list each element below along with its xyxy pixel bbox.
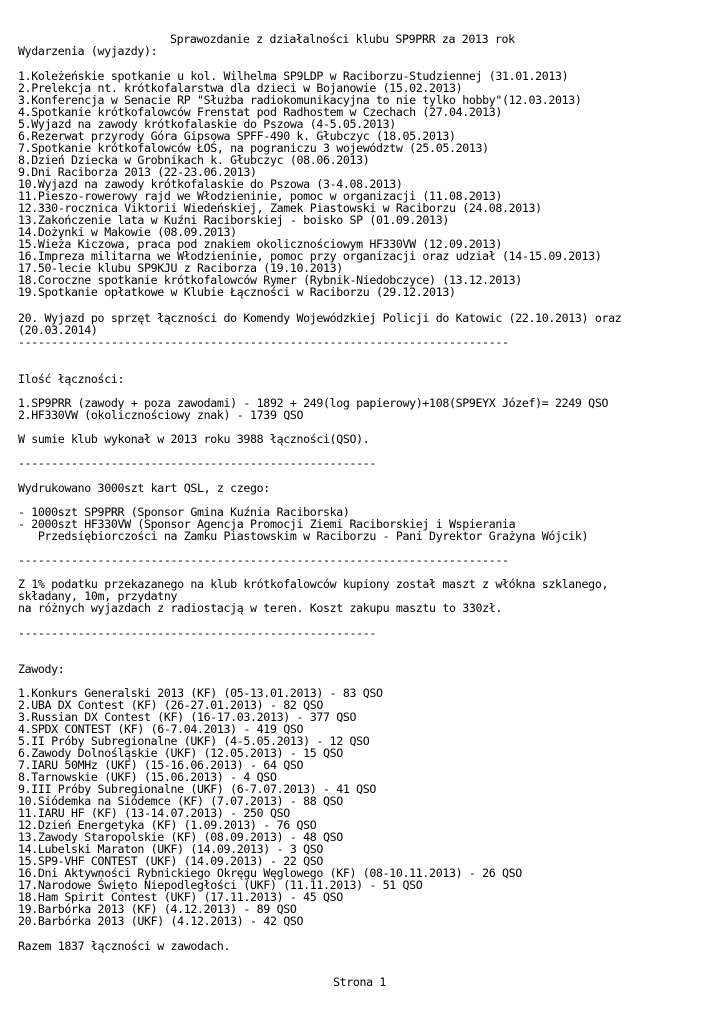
qso-heading: Ilość łączności: bbox=[18, 372, 125, 386]
page-footer: Strona 1 bbox=[333, 975, 387, 989]
list-item: 8.Dzień Dziecka w Grobnikach k. Głubczyc (08.06.2013) bbox=[18, 153, 370, 167]
qsl-line: Przedsiębiorczości na Zamku Piastowskim w Raciborzu - Pani Dyrektor Grażyna Wójcik) bbox=[18, 529, 589, 543]
qsl-heading: Wydrukowano 3000szt kart QSL, z czego: bbox=[18, 481, 270, 495]
list-item: 1.Konkurs Generalski 2013 (KF) (05-13.01.2013) - 83 QSO bbox=[18, 686, 383, 700]
list-item: 15.SP9-VHF CONTEST (UKF) (14.09.2013) - 22 QSO bbox=[18, 854, 323, 868]
list-item: 18.Ham Spirit Contest (UKF) (17.11.2013) - 45 QSO bbox=[18, 890, 343, 904]
list-item: 12.Dzień Energetyka (KF) (1.09.2013) - 76 QSO bbox=[18, 818, 317, 832]
list-item: 6.Zawody Dolnośląskie (UKF) (12.05.2013) - 15 QSO bbox=[18, 746, 343, 760]
list-item: 14.Lubelski Maraton (UKF) (14.09.2013) - 3 QSO bbox=[18, 842, 323, 856]
mast-line: na różnych wyjazdach z radiostacją w teren. Koszt zakupu masztu to 330zł. bbox=[18, 601, 502, 615]
list-item: 6.Rezerwat przyrody Góra Gipsowa SPFF-490 k. Głubczyc (18.05.2013) bbox=[18, 129, 456, 143]
contests-heading: Zawody: bbox=[18, 662, 65, 676]
qsl-line: - 1000szt SP9PRR (Sponsor Gmina Kuźnia Raciborska) bbox=[18, 505, 350, 519]
list-item: 3.Russian DX Contest (KF) (16-17.03.2013) - 377 QSO bbox=[18, 710, 357, 724]
list-item: 9.Dni Raciborza 2013 (22-23.06.2013) bbox=[18, 165, 257, 179]
separator: ------------------------------------------------------ bbox=[18, 456, 377, 470]
events-heading: Wydarzenia (wyjazdy): bbox=[18, 44, 158, 58]
qso-line: 1.SP9PRR (zawody + poza zawodami) - 1892 + 249(log papierowy)+108(SP9EYX Józef)= 2249 QSO bbox=[18, 396, 609, 410]
list-item: 4.SPDX CONTEST (KF) (6-7.04.2013) - 419 QSO bbox=[18, 722, 304, 736]
list-item: 2.Prelekcja nt. krótkofalarstwa dla dzieci w Bojanowie (15.02.2013) bbox=[18, 81, 463, 95]
list-item: 4.Spotkanie krótkofalowców Frenstat pod Radhostem w Czechach (27.04.2013) bbox=[18, 105, 502, 119]
event-20-line-1: 20. Wyjazd po sprzęt łączności do Komendy Wojewódzkiej Policji do Katowic (22.10.2013) oraz bbox=[18, 311, 622, 325]
list-item: 2.UBA DX Contest (KF) (26-27.01.2013) - 82 QSO bbox=[18, 698, 323, 712]
separator: -------------------------------------------------------------------------- bbox=[18, 553, 509, 567]
list-item: 15.Wieża Kiczowa, praca pod znakiem okolicznościowym HF330VW (12.09.2013) bbox=[18, 237, 502, 251]
list-item: 11.IARU HF (KF) (13-14.07.2013) - 250 QSO bbox=[18, 806, 290, 820]
separator: ------------------------------------------------------ bbox=[18, 626, 377, 640]
separator: -------------------------------------------------------------------------- bbox=[18, 335, 509, 349]
list-item: 11.Pieszo-rowerowy rajd we Włodzieninie, pomoc w organizacji (11.08.2013) bbox=[18, 189, 502, 203]
list-item: 5.II Próby Subregionalne (UKF) (4-5.05.2013) - 12 QSO bbox=[18, 734, 370, 748]
list-item: 18.Coroczne spotkanie krótkofalowców Rymer (Rybnik-Niedobczyce) (13.12.2013) bbox=[18, 273, 522, 287]
list-item: 13.Zakończenie lata w Kuźni Raciborskiej - boisko SP (01.09.2013) bbox=[18, 213, 449, 227]
list-item: 10.Siódemka na Siódemce (KF) (7.07.2013) - 88 QSO bbox=[18, 794, 343, 808]
qsl-line: - 2000szt HF330VW (Sponsor Agencja Promocji Ziemi Raciborskiej i Wspierania bbox=[18, 517, 516, 531]
mast-line: składany, 10m, przydatny bbox=[18, 589, 178, 603]
list-item: 7.Spotkanie krótkofalowców ŁOŚ, na pograniczu 3 województw (25.05.2013) bbox=[18, 141, 489, 155]
list-item: 1.Koleżeńskie spotkanie u kol. Wilhelma SP9LDP w Raciborzu-Studziennej (31.01.2013) bbox=[18, 69, 569, 83]
event-20-line-2: (20.03.2014) bbox=[18, 323, 98, 337]
list-item: 19.Spotkanie opłatkowe w Klubie Łączności w Raciborzu (29.12.2013) bbox=[18, 285, 456, 299]
list-item: 17.Narodowe Święto Niepodległości (UKF) (11.11.2013) - 51 QSO bbox=[18, 878, 423, 892]
contests-total: Razem 1837 łączności w zawodach. bbox=[18, 939, 231, 953]
list-item: 14.Dożynki w Makowie (08.09.2013) bbox=[18, 225, 237, 239]
list-item: 7.IARU 50MHz (UKF) (15-16.06.2013) - 64 QSO bbox=[18, 758, 304, 772]
list-item: 16.Impreza militarna we Włodzieninie, pomoc przy organizacji oraz udział (14-15.09.2013) bbox=[18, 249, 602, 263]
list-item: 10.Wyjazd na zawody krótkofalaskie do Pszowa (3-4.08.2013) bbox=[18, 177, 403, 191]
qso-total: W sumie klub wykonał w 2013 roku 3988 łączności(QSO). bbox=[18, 432, 370, 446]
list-item: 20.Barbórka 2013 (UKF) (4.12.2013) - 42 QSO bbox=[18, 914, 304, 928]
list-item: 12.330-rocznica Viktorii Wiedeńskiej, Zamek Piastowski w Raciborzu (24.08.2013) bbox=[18, 201, 542, 215]
list-item: 8.Tarnowskie (UKF) (15.06.2013) - 4 QSO bbox=[18, 770, 277, 784]
list-item: 3.Konferencja w Senacie RP "Służba radiokomunikacyjna to nie tylko hobby"(12.03.2013) bbox=[18, 93, 582, 107]
qso-line: 2.HF330VW (okolicznościowy znak) - 1739 QSO bbox=[18, 408, 304, 422]
list-item: 19.Barbórka 2013 (KF) (4.12.2013) - 89 QSO bbox=[18, 902, 297, 916]
list-item: 9.III Próby Subregionalne (UKF) (6-7.07.2013) - 41 QSO bbox=[18, 782, 377, 796]
mast-line: Z 1% podatku przekazanego na klub krótkofalowców kupiony został maszt z włókna szklanego, bbox=[18, 577, 609, 591]
page-title: Sprawozdanie z działalności klubu SP9PRR za 2013 rok bbox=[170, 32, 515, 46]
list-item: 17.50-lecie klubu SP9KJU z Raciborza (19.10.2013) bbox=[18, 261, 343, 275]
list-item: 13.Zawody Staropolskie (KF) (08.09.2013) - 48 QSO bbox=[18, 830, 343, 844]
list-item: 16.Dni Aktywności Rybnickiego Okręgu Węglowego (KF) (08-10.11.2013) - 26 QSO bbox=[18, 866, 522, 880]
list-item: 5.Wyjazd na zawody krótkofalaskie do Pszowa (4-5.05.2013) bbox=[18, 117, 396, 131]
